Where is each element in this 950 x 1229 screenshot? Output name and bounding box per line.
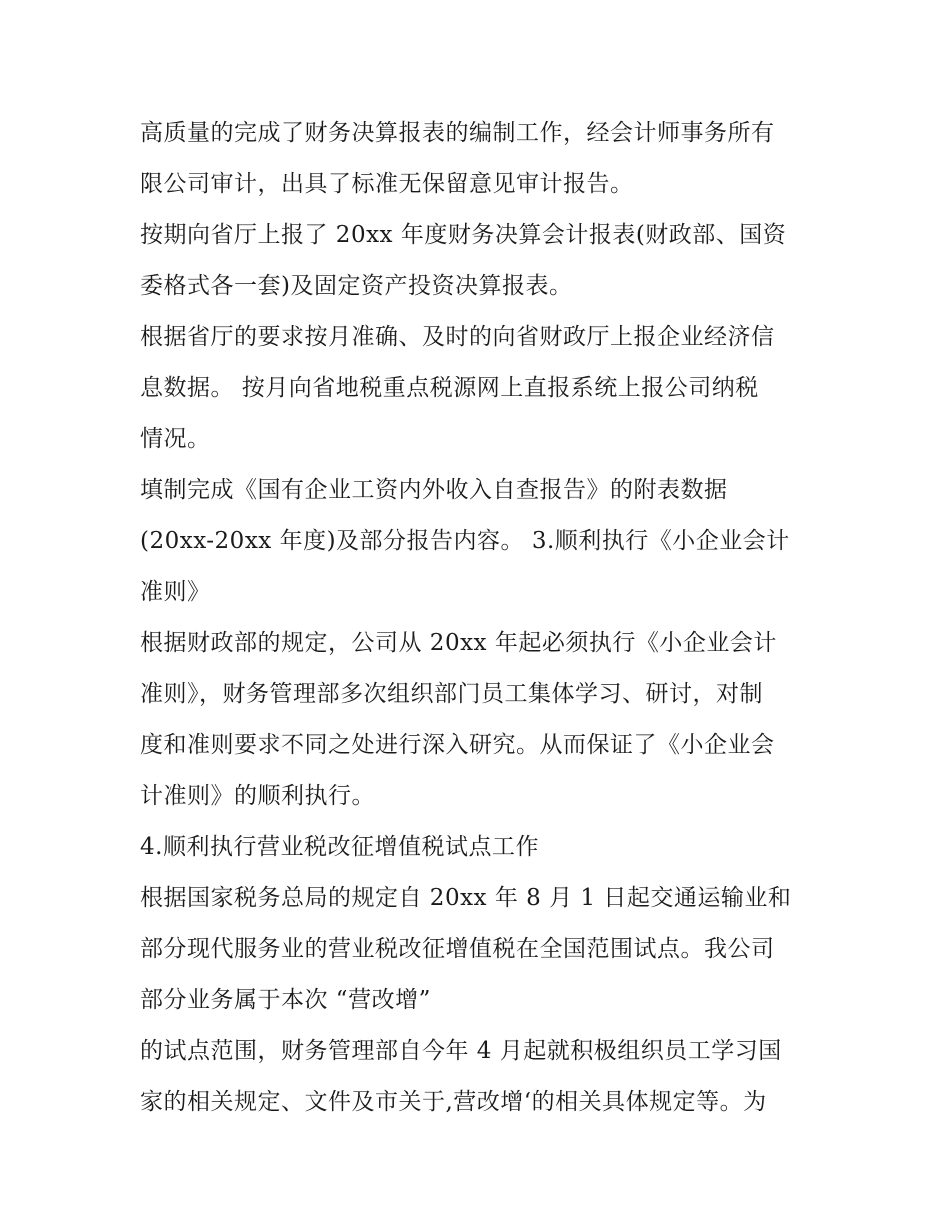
- document-body: [140, 108, 820, 1128]
- text-line: 委格式各一套)及固定资产投资决算报表。: [140, 273, 573, 299]
- text-line: 高质量的完成了财务决算报表的编制工作，经会计师事务所有: [140, 120, 775, 146]
- text-line: 家的相关规定、文件及市关于,营改增‘的相关具体规定等。为: [140, 1089, 767, 1115]
- text-line: 按期向省厅上报了 20xx 年度财务决算会计报表(财政部、国资: [140, 222, 787, 248]
- text-line: 的试点范围，财务管理部自今年 4 月起就积极组织员工学习国: [140, 1038, 782, 1064]
- text-line: 根据省厅的要求按月准确、及时的向省财政厅上报企业经济信: [140, 324, 775, 350]
- text-line: 填制完成《国有企业工资内外收入自查报告》的附表数据: [140, 477, 728, 503]
- text-line: 根据国家税务总局的规定自 20xx 年 8 月 1 日起交通运输业和: [140, 885, 792, 911]
- text-line: 部分现代服务业的营业税改征增值税在全国范围试点。我公司: [140, 936, 775, 962]
- text-line: 计准则》的顺利执行。: [140, 783, 375, 809]
- text-line: (20xx-20xx 年度)及部分报告内容。 3.顺利执行《小企业会计: [140, 528, 790, 554]
- text-line: 情况。: [140, 426, 211, 452]
- text-line: 限公司审计，出具了标准无保留意见审计报告。: [140, 171, 634, 197]
- text-line: 度和准则要求不同之处进行深入研究。从而保证了《小企业会: [140, 732, 775, 758]
- section-heading: 4.顺利执行营业税改征增值税试点工作: [140, 834, 539, 860]
- text-line: 准则》，财务管理部多次组织部门员工集体学习、研讨，对制: [140, 681, 763, 707]
- text-line: 部分业务属于本次 “营改增”: [140, 987, 431, 1013]
- text-line: 根据财政部的规定，公司从 20xx 年起必须执行《小企业会计: [140, 630, 777, 656]
- text-line: 准则》: [140, 579, 211, 605]
- text-line: 息数据。 按月向省地税重点税源网上直报系统上报公司纳税: [140, 375, 759, 401]
